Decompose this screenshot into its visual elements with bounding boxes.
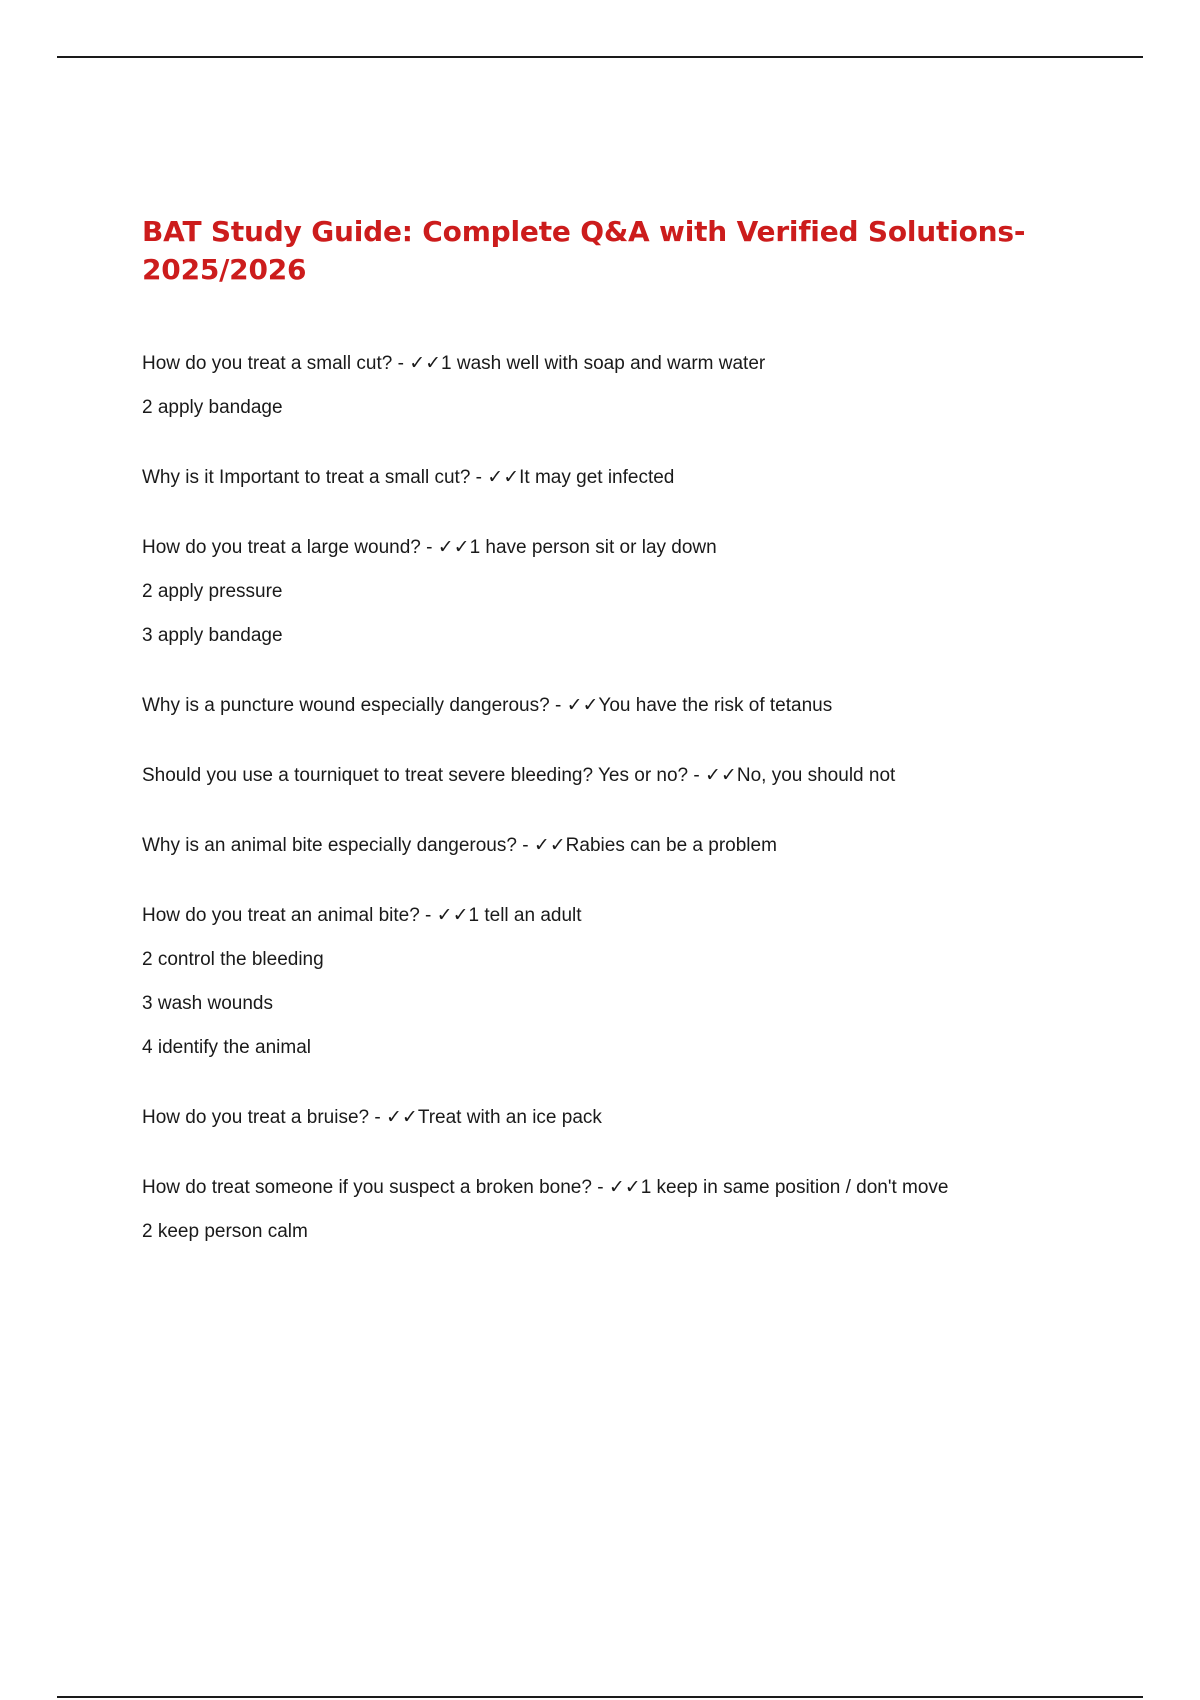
qa-item (142, 466, 1042, 489)
answer-step: 4 identify the animal (142, 1037, 311, 1058)
question-answer-separator: - (392, 353, 410, 374)
question-text: How do you treat a large wound? (142, 537, 421, 558)
qa-question-line (142, 1106, 1042, 1129)
qa-list (142, 352, 1042, 1243)
question-answer-separator: - (516, 835, 534, 856)
question-answer-separator: - (688, 765, 706, 786)
answer-text: 1 have person sit or lay down (469, 537, 717, 558)
double-check-icon: ✓✓ (566, 694, 599, 716)
double-check-icon: ✓✓ (409, 352, 442, 374)
document-title-line-1: BAT Study Guide: Complete Q&A with Verified Solutions- (142, 215, 1026, 248)
answer-step: 3 apply bandage (142, 625, 283, 646)
question-answer-separator: - (591, 1177, 609, 1198)
qa-question-line (142, 834, 1042, 857)
qa-item (142, 1176, 1042, 1243)
qa-question-line (142, 536, 1042, 559)
qa-item (142, 1106, 1042, 1129)
qa-item (142, 536, 1042, 647)
answer-step: 3 wash wounds (142, 993, 273, 1014)
answer-text: 1 keep in same position / don't move (640, 1177, 949, 1198)
question-answer-separator: - (549, 695, 567, 716)
double-check-icon: ✓✓ (436, 904, 469, 926)
answer-text: You have the risk of tetanus (598, 695, 833, 716)
question-text: Why is it Important to treat a small cut? (142, 467, 471, 488)
qa-question-line (142, 352, 1042, 375)
question-text: How do you treat an animal bite? (142, 905, 420, 926)
question-text: Why is an animal bite especially dangerous? (142, 835, 517, 856)
qa-item (142, 904, 1042, 1059)
question-text: Should you use a tourniquet to treat severe bleeding? Yes or no? (142, 765, 689, 786)
question-answer-separator: - (420, 537, 438, 558)
question-answer-separator: - (419, 905, 437, 926)
qa-item (142, 694, 1042, 717)
question-text: Why is a puncture wound especially dangerous? (142, 695, 550, 716)
qa-item (142, 764, 1042, 787)
answer-text: Treat with an ice pack (417, 1107, 602, 1128)
qa-item (142, 834, 1042, 857)
qa-question-line (142, 904, 1042, 927)
question-answer-separator: - (369, 1107, 386, 1128)
qa-question-line (142, 466, 1042, 489)
double-check-icon: ✓✓ (705, 764, 737, 786)
document-title-line-2: 2025/2026 (142, 253, 307, 286)
question-answer-separator: - (470, 467, 488, 488)
answer-step: 2 apply bandage (142, 397, 283, 418)
answer-step: 2 apply pressure (142, 581, 283, 602)
answer-step: 2 control the bleeding (142, 949, 324, 970)
question-text: How do you treat a bruise? (142, 1107, 370, 1128)
qa-question-line (142, 764, 1042, 787)
question-text: How do you treat a small cut? (142, 353, 393, 374)
answer-text: 1 wash well with soap and warm water (441, 353, 766, 374)
qa-question-line (142, 694, 1042, 717)
answer-step: 2 keep person calm (142, 1221, 308, 1242)
double-check-icon: ✓✓ (608, 1176, 641, 1198)
answer-text: 1 tell an adult (468, 905, 582, 926)
footer-rule (57, 1696, 1143, 1698)
double-check-icon: ✓✓ (437, 536, 470, 558)
qa-item (142, 352, 1042, 419)
double-check-icon: ✓✓ (533, 834, 566, 856)
qa-question-line (142, 1176, 1042, 1199)
document-title (142, 213, 1042, 289)
question-text: How do treat someone if you suspect a broken bone? (142, 1177, 592, 1198)
document-body (142, 213, 1042, 1290)
answer-text: It may get infected (519, 467, 675, 488)
double-check-icon: ✓✓ (385, 1106, 418, 1128)
header-rule (57, 56, 1143, 58)
answer-text: No, you should not (736, 765, 896, 786)
answer-text: Rabies can be a problem (565, 835, 777, 856)
double-check-icon: ✓✓ (487, 466, 520, 488)
